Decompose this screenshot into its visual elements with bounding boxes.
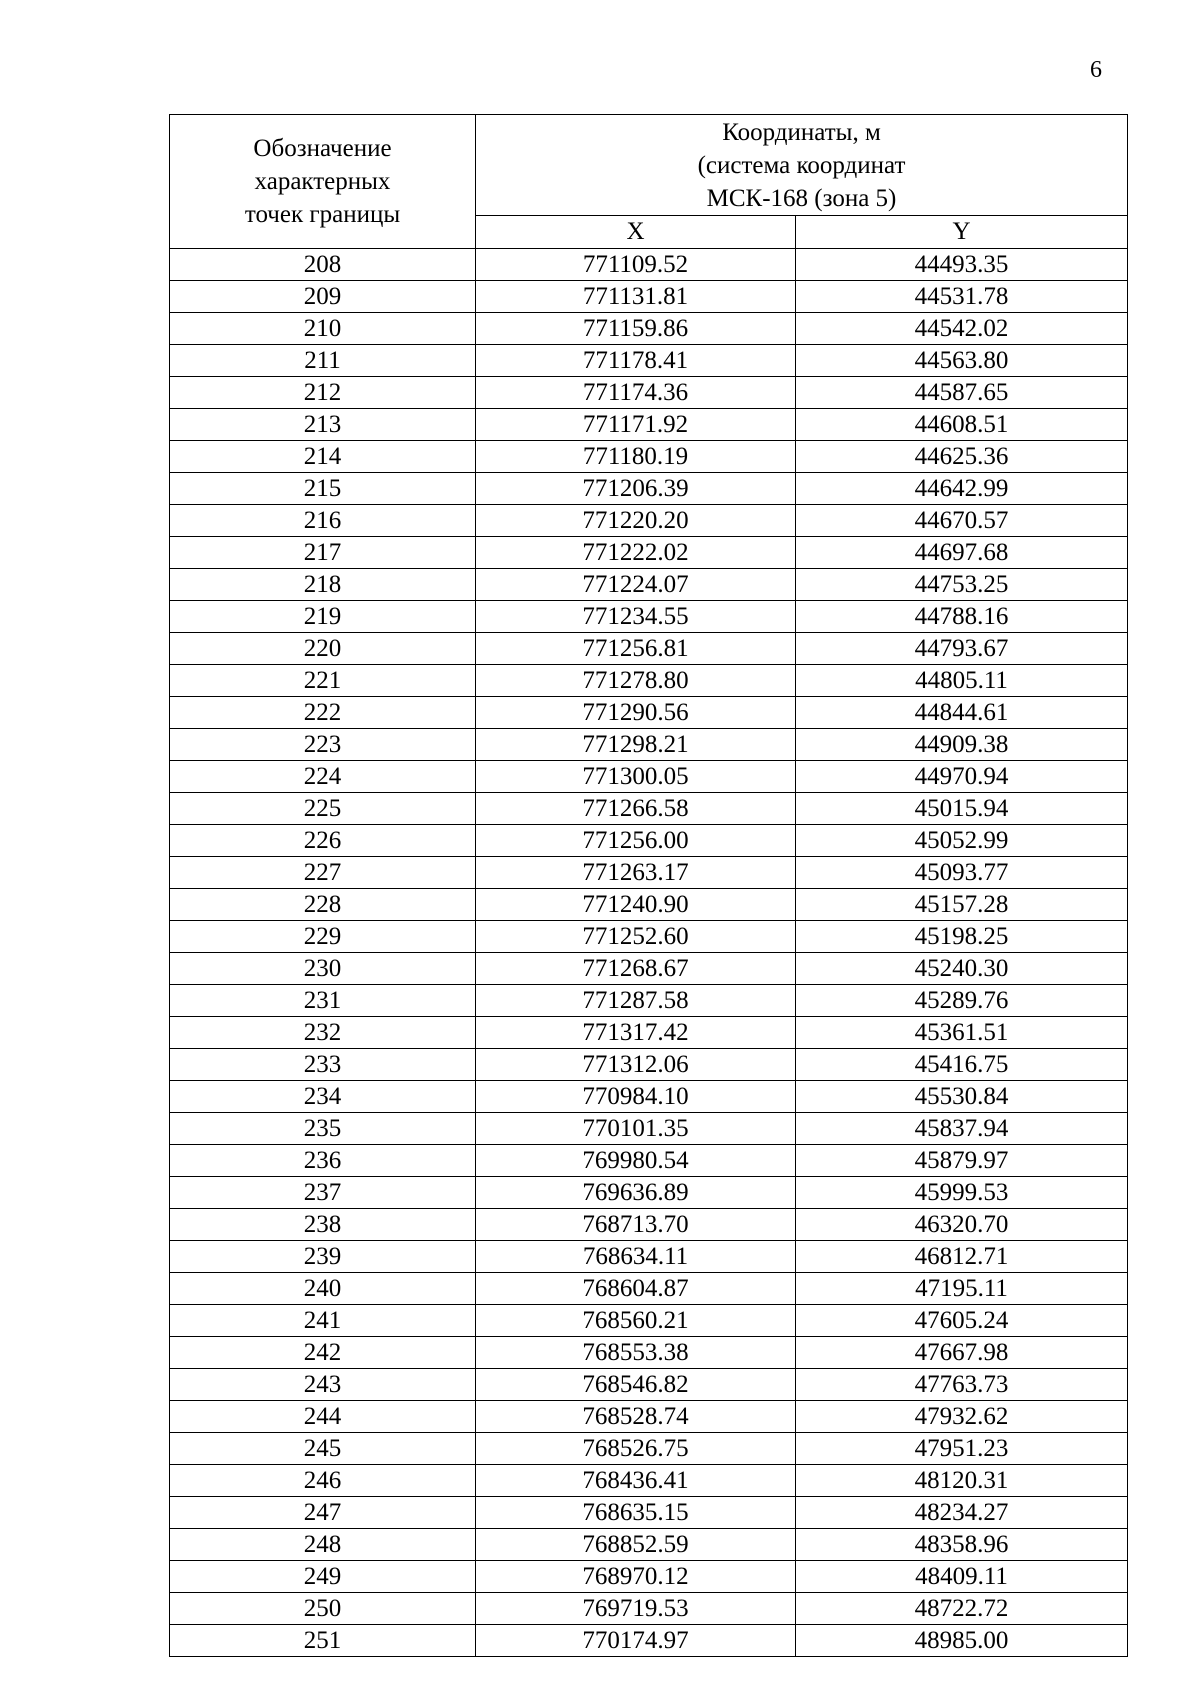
point-number-cell: 217 [170,537,476,569]
point-number-cell: 239 [170,1241,476,1273]
table-body [170,249,1128,1657]
x-coordinate-cell: 769719.53 [476,1593,796,1625]
y-coordinate-cell: 48358.96 [796,1529,1128,1561]
table-row [170,1273,1128,1305]
point-number-cell: 213 [170,409,476,441]
x-coordinate-cell: 771278.80 [476,665,796,697]
x-coordinate-cell: 768635.15 [476,1497,796,1529]
x-coordinate-cell: 768553.38 [476,1337,796,1369]
y-coordinate-cell: 44493.35 [796,249,1128,281]
page-number: 6 [1090,57,1102,83]
table-row [170,345,1128,377]
table-row [170,1241,1128,1273]
table-row [170,953,1128,985]
y-coordinate-cell: 44608.51 [796,409,1128,441]
table-row [170,1049,1128,1081]
table-row [170,825,1128,857]
y-coordinate-cell: 44642.99 [796,473,1128,505]
table-header [170,115,1128,249]
table-row [170,569,1128,601]
x-coordinate-cell: 771220.20 [476,505,796,537]
x-coordinate-cell: 771234.55 [476,601,796,633]
x-coordinate-cell: 770984.10 [476,1081,796,1113]
x-coordinate-cell: 771252.60 [476,921,796,953]
point-number-cell: 218 [170,569,476,601]
x-coordinate-cell: 771109.52 [476,249,796,281]
x-coordinate-cell: 771171.92 [476,409,796,441]
point-number-cell: 225 [170,793,476,825]
table-row [170,473,1128,505]
point-number-cell: 224 [170,761,476,793]
x-coordinate-cell: 769636.89 [476,1177,796,1209]
y-coordinate-cell: 44697.68 [796,537,1128,569]
table-row [170,985,1128,1017]
table-row [170,377,1128,409]
point-number-cell: 227 [170,857,476,889]
x-coordinate-cell: 771317.42 [476,1017,796,1049]
point-number-cell: 234 [170,1081,476,1113]
x-coordinate-cell: 771290.56 [476,697,796,729]
table-row [170,1529,1128,1561]
y-coordinate-cell: 44844.61 [796,697,1128,729]
y-coordinate-cell: 48409.11 [796,1561,1128,1593]
table-row [170,1593,1128,1625]
point-number-cell: 250 [170,1593,476,1625]
y-coordinate-cell: 44788.16 [796,601,1128,633]
x-coordinate-cell: 770101.35 [476,1113,796,1145]
y-coordinate-cell: 44793.67 [796,633,1128,665]
point-number-cell: 215 [170,473,476,505]
table-row [170,1305,1128,1337]
x-coordinate-cell: 768634.11 [476,1241,796,1273]
y-coordinate-cell: 47195.11 [796,1273,1128,1305]
table-row [170,409,1128,441]
point-number-cell: 228 [170,889,476,921]
x-coordinate-cell: 768546.82 [476,1369,796,1401]
coordinates-header-label: Координаты, м (система координат МСК-168 (зона 5) [697,118,906,212]
point-number-cell: 242 [170,1337,476,1369]
table-row [170,1337,1128,1369]
point-number-cell: 216 [170,505,476,537]
table-row [170,281,1128,313]
y-coordinate-cell: 44563.80 [796,345,1128,377]
y-coordinate-cell: 45879.97 [796,1145,1128,1177]
x-coordinate-cell: 771298.21 [476,729,796,761]
table-row [170,1145,1128,1177]
y-coordinate-cell: 46320.70 [796,1209,1128,1241]
table-row [170,793,1128,825]
y-coordinate-cell: 48120.31 [796,1465,1128,1497]
x-coordinate-cell: 769980.54 [476,1145,796,1177]
point-number-cell: 235 [170,1113,476,1145]
y-coordinate-cell: 45361.51 [796,1017,1128,1049]
y-coordinate-cell: 45052.99 [796,825,1128,857]
point-number-cell: 236 [170,1145,476,1177]
table-row [170,1497,1128,1529]
y-coordinate-cell: 45015.94 [796,793,1128,825]
x-coordinate-cell: 771240.90 [476,889,796,921]
x-coordinate-cell: 771159.86 [476,313,796,345]
y-coordinate-cell: 44625.36 [796,441,1128,473]
point-number-cell: 240 [170,1273,476,1305]
y-coordinate-cell: 47763.73 [796,1369,1128,1401]
x-coordinate-cell: 771256.81 [476,633,796,665]
x-coordinate-cell: 768970.12 [476,1561,796,1593]
point-number-cell: 248 [170,1529,476,1561]
table-row [170,1401,1128,1433]
point-number-cell: 246 [170,1465,476,1497]
x-coordinate-cell: 771300.05 [476,761,796,793]
y-coordinate-cell: 45837.94 [796,1113,1128,1145]
x-coordinate-cell: 768436.41 [476,1465,796,1497]
point-number-cell: 222 [170,697,476,729]
y-coordinate-cell: 45999.53 [796,1177,1128,1209]
y-coordinate-cell: 44970.94 [796,761,1128,793]
point-number-cell: 238 [170,1209,476,1241]
table-row [170,1177,1128,1209]
x-coordinate-cell: 768560.21 [476,1305,796,1337]
point-number-cell: 229 [170,921,476,953]
table-row [170,313,1128,345]
x-coordinate-cell: 768528.74 [476,1401,796,1433]
y-coordinate-cell: 46812.71 [796,1241,1128,1273]
point-number-cell: 209 [170,281,476,313]
table-row [170,1209,1128,1241]
y-coordinate-cell: 47667.98 [796,1337,1128,1369]
y-coordinate-cell: 44805.11 [796,665,1128,697]
y-coordinate-cell: 45289.76 [796,985,1128,1017]
y-coordinate-cell: 44531.78 [796,281,1128,313]
y-coordinate-cell: 45198.25 [796,921,1128,953]
table-row [170,1561,1128,1593]
point-number-cell: 232 [170,1017,476,1049]
table-row [170,249,1128,281]
coordinates-table [169,114,1128,1657]
point-number-cell: 219 [170,601,476,633]
point-number-cell: 247 [170,1497,476,1529]
table-row [170,921,1128,953]
x-coordinate-cell: 771224.07 [476,569,796,601]
x-coordinate-cell: 771178.41 [476,345,796,377]
table-row [170,633,1128,665]
point-number-cell: 251 [170,1625,476,1657]
point-number-cell: 211 [170,345,476,377]
x-coordinate-cell: 771206.39 [476,473,796,505]
x-coordinate-cell: 770174.97 [476,1625,796,1657]
y-column-header: Y [796,216,1128,249]
table-row [170,761,1128,793]
point-number-cell: 231 [170,985,476,1017]
table-row [170,697,1128,729]
x-coordinate-cell: 771263.17 [476,857,796,889]
x-column-header: X [476,216,796,249]
table-row [170,1081,1128,1113]
x-coordinate-cell: 771287.58 [476,985,796,1017]
table-row [170,1113,1128,1145]
designation-header [170,115,476,249]
y-coordinate-cell: 44670.57 [796,505,1128,537]
table-row [170,665,1128,697]
point-number-cell: 220 [170,633,476,665]
x-coordinate-cell: 771268.67 [476,953,796,985]
table-row [170,1433,1128,1465]
point-number-cell: 243 [170,1369,476,1401]
y-coordinate-cell: 45530.84 [796,1081,1128,1113]
y-coordinate-cell: 44753.25 [796,569,1128,601]
point-number-cell: 226 [170,825,476,857]
x-coordinate-cell: 768526.75 [476,1433,796,1465]
point-number-cell: 249 [170,1561,476,1593]
x-coordinate-cell: 771131.81 [476,281,796,313]
y-coordinate-cell: 45157.28 [796,889,1128,921]
table-row [170,537,1128,569]
y-coordinate-cell: 47605.24 [796,1305,1128,1337]
y-coordinate-cell: 45093.77 [796,857,1128,889]
y-coordinate-cell: 48234.27 [796,1497,1128,1529]
point-number-cell: 210 [170,313,476,345]
point-number-cell: 230 [170,953,476,985]
point-number-cell: 244 [170,1401,476,1433]
x-coordinate-cell: 771180.19 [476,441,796,473]
table-row [170,889,1128,921]
designation-header-label: Обозначение характерных точек границы [244,135,401,228]
y-coordinate-cell: 44909.38 [796,729,1128,761]
x-coordinate-cell: 768713.70 [476,1209,796,1241]
table-row [170,1017,1128,1049]
table-row [170,601,1128,633]
table-row [170,857,1128,889]
x-coordinate-cell: 771256.00 [476,825,796,857]
x-coordinate-cell: 771174.36 [476,377,796,409]
x-coordinate-cell: 771222.02 [476,537,796,569]
point-number-cell: 241 [170,1305,476,1337]
point-number-cell: 212 [170,377,476,409]
point-number-cell: 245 [170,1433,476,1465]
y-coordinate-cell: 48985.00 [796,1625,1128,1657]
x-coordinate-cell: 771266.58 [476,793,796,825]
x-coordinate-cell: 768852.59 [476,1529,796,1561]
x-coordinate-cell: 771312.06 [476,1049,796,1081]
point-number-cell: 233 [170,1049,476,1081]
point-number-cell: 237 [170,1177,476,1209]
y-coordinate-cell: 47932.62 [796,1401,1128,1433]
table-row [170,441,1128,473]
point-number-cell: 214 [170,441,476,473]
y-coordinate-cell: 44542.02 [796,313,1128,345]
point-number-cell: 223 [170,729,476,761]
table-row [170,1465,1128,1497]
table-row [170,1625,1128,1657]
coordinates-header [476,115,1128,216]
table-row [170,505,1128,537]
table-row [170,729,1128,761]
x-coordinate-cell: 768604.87 [476,1273,796,1305]
point-number-cell: 221 [170,665,476,697]
y-coordinate-cell: 44587.65 [796,377,1128,409]
y-coordinate-cell: 45240.30 [796,953,1128,985]
y-coordinate-cell: 48722.72 [796,1593,1128,1625]
point-number-cell: 208 [170,249,476,281]
y-coordinate-cell: 47951.23 [796,1433,1128,1465]
table-row [170,1369,1128,1401]
y-coordinate-cell: 45416.75 [796,1049,1128,1081]
